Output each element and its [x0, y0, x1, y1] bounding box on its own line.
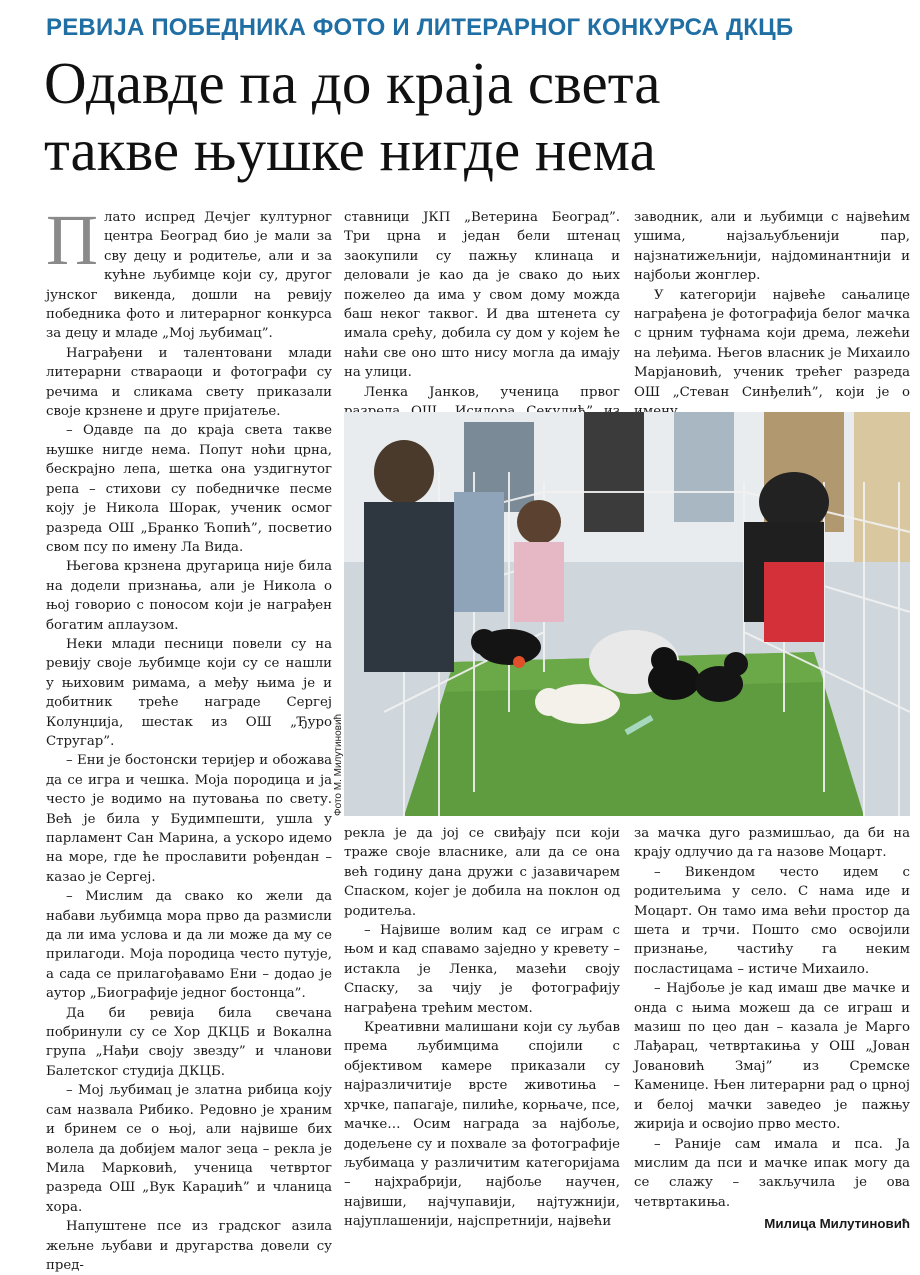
kicker-title: РЕВИЈА ПОБЕДНИКА ФОТО И ЛИТЕРАРНОГ КОНКУРСА ДКЦБ — [46, 14, 794, 41]
paragraph: рекла је да јој се свиђају пси који траже своје власнике, али да се она већ годину дана дружи с јазавичарем Спаском, којег је добила на поклон од родитеља. — [344, 826, 620, 919]
paragraph: Креативни малишани који су љубав према љубимцима спојили с објективом камере приказали су најразличитије врсте животиња – хрчке, папагаје, пилиће, корњаче, псе, мачке… Осим награда за најбоље, додељене су и похвале за фотографије љубимаца у различитим категоријама – најхрабрији, најбоље научен, највиши, најчупавији, најтужнији, најуплашенији, најспретнији, највећи — [344, 1020, 620, 1230]
paragraph: Да би ревија била свечана побринули су се Хор ДКЦБ и Вокална група „Нађи своју звезду” и чланови Балетског студија ДКЦБ. — [46, 1005, 332, 1079]
puppies-playpen-illustration — [344, 412, 910, 816]
paragraph: Неки млади песници повели су на ревију своје љубимце који су се нашли у њиховим римама, а међу њима је и добитник треће награде Сергеј Колунџија, шестак из ОШ „Ђуро Стругар”. — [46, 636, 332, 749]
headline-line-2: такве њушке нигде нема — [44, 117, 656, 183]
article-column-2-top — [344, 208, 620, 408]
paragraph: Његова крзнена другарица није била на додели признања, али је Никола о њој говорио с поносом који је награђен богатим аплаузом. — [46, 559, 332, 633]
paragraph: – Ени је бостонски теријер и обожава да се игра и чешка. Моја породица и ја често је водимо на путовања по свету. Већ је била у Будимпешти, ушла у парламент Сан Марина, а ускоро идемо на море, где ће прославити рођендан – казао је Сергеј. — [46, 753, 332, 885]
article-column-3-top — [634, 208, 910, 408]
headline-line-1: Одавде па до краја света — [44, 50, 661, 116]
paragraph: Напуштене псе из градског азила жељне љубави и другарства довели су пред- — [46, 1219, 332, 1273]
paragraph: – Викендом често идем с родитељима у село. С нама иде и Моцарт. Он тамо има већи простор да шета и трчи. Пошто смо освојили признање, частићу га неким посластицама – истиче Михаило. — [634, 864, 910, 977]
article-column-2-bottom — [344, 824, 620, 1230]
paragraph: – Највише волим кад се играм с њом и кад спавамо заједно у кревету – истакла је Ленка, мазећи своју Спаску, за чију је фотографију награђена трећим местом. — [344, 923, 620, 1016]
drop-cap: П — [46, 200, 98, 280]
author-signature: Милица Милутиновић — [764, 1216, 910, 1232]
paragraph: – Мислим да свако ко жели да набави љубимца мора прво да размисли да ли има услова и да ли може да му се прилагоди. Моја породица често путује, а сада се прилагођавамо Ени – додао је аутор „Биографије једног бостонца”. — [46, 889, 332, 1002]
paragraph: за мачка дуго размишљао, да би на крају одлучио да га назове Моцарт. — [634, 826, 910, 861]
paragraph: – Одавде па до краја света такве њушке нигде нема. Попут ноћи црна, бескрајно лепа, шетка она уздигнутог репа – стихови су победничке песме коју је Никола Шорак, ученик осмог разреда ОШ „Бранко Ћопић”, посветио свом псу по имену Ла Вида. — [46, 423, 332, 555]
article-photo — [344, 412, 910, 816]
article-column-1 — [46, 200, 332, 1273]
lead-text: лато испред Дечјег културног центра Београд био је мали за сву децу и родитеље, али и за кућне љубимце који су, другог јунског викенда, дошли на ревију победника фото и литерарног конкурса за децу и младе „Мој љубимац”. — [46, 210, 332, 342]
paragraph: – Мој љубимац је златна рибица коју сам назвала Рибико. Редовно је храним и бринем се о њој, али највише бих волела да добијем малог зеца – рекла је Мила Марковић, ученица четвртог разреда ОШ „Вук Караџић” и чланица хора. — [46, 1083, 332, 1215]
paragraph: – Најбоље је кад имаш две мачке и онда с њима можеш да се играш и мазиш по цео дан – казала је Марго Лађарац, четвртакиња у ОШ „Јован Јовановић Змај” из Сремске Каменице. Њен литерарни рад о црној и белој мачки заведео је пажњу жирија и освојио прво место. — [634, 981, 910, 1133]
lead-paragraph — [46, 200, 332, 344]
paragraph: Ленка Јанков, ученица првог — [364, 384, 620, 400]
paragraph: У категорији највеће сањалице награђена је фотографија белог мачка с црним туфнама који дрема, лежећи на леђима. Његов власник је Михаило Марјановић, ученик трећег разреда ОШ „Стеван Синђелић”, који је о — [634, 287, 910, 400]
paragraph: Награђени и талентовани млади литерарни ствараоци и фотографи су речима и сликама свету приказали своје крзнене и друге пријатеље. — [46, 345, 332, 420]
article-column-3-bottom — [634, 824, 910, 1232]
paragraph: заводник, али и љубимци с највећим ушима, најзаљубљенији пар, најзнатижељнији, најдоминантнији и најбољи жонглер. — [634, 210, 910, 284]
paragraph: – Раније сам имала и пса. Ја мислим да пси и мачке ипак могу да се слажу – закључила је ова четвртакиња. — [634, 1136, 910, 1210]
headline — [44, 50, 904, 184]
photo-credit: Фото М. Милутиновић — [333, 713, 344, 816]
paragraph: ставници ЈКП „Ветерина Београд”. Три црна и један бели штенац заокупили су пажњу клинаца и деловали је као да је свако до њих пожелео да има у свом дому можда баш неког таквог. И два штенета су имала срећу, добила су дом у којем ће наћи све оно што нису могла да имају на улици. — [344, 210, 620, 381]
